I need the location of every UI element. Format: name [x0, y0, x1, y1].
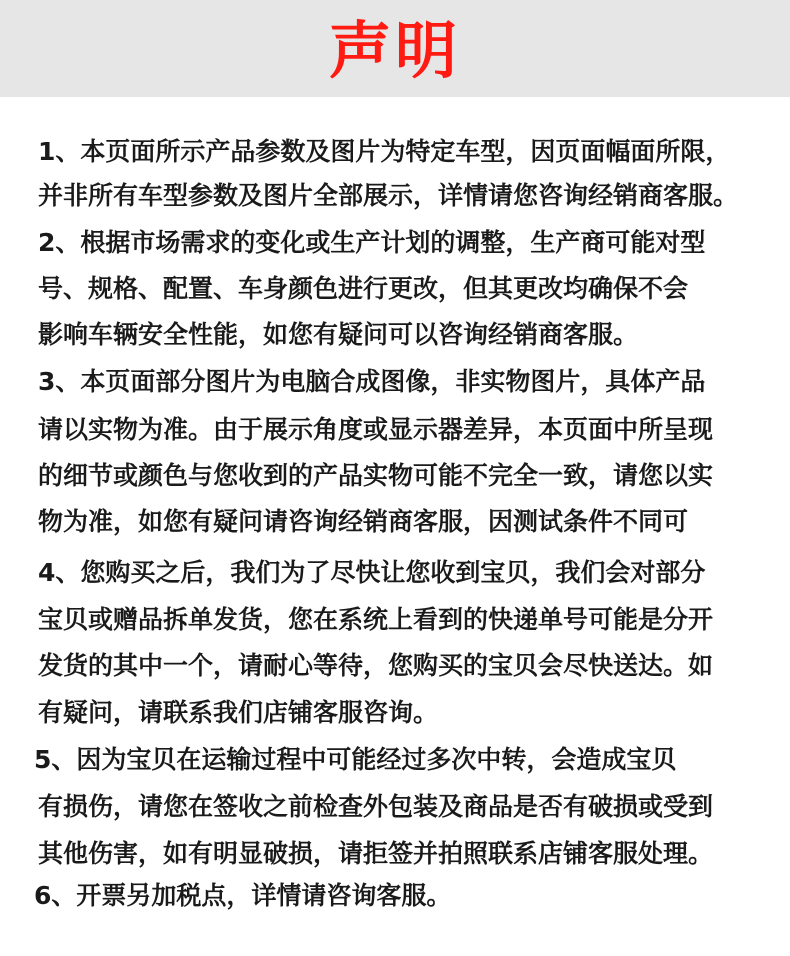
notice-line: 的细节或颜色与您收到的产品实物可能不完全一致，请您以实 [38, 461, 714, 490]
notice-line: 宝贝或赠品拆单发货，您在系统上看到的快递单号可能是分开 [38, 605, 714, 634]
notice-line: 影响车辆安全性能，如您有疑问可以咨询经销商客服。 [38, 320, 639, 349]
notice-line: 其他伤害，如有明显破损，请拒签并拍照联系店铺客服处理。 [38, 839, 714, 868]
notice-line: 并非所有车型参数及图片全部展示，详情请您咨询经销商客服。 [38, 181, 739, 210]
notice-line: 5、因为宝贝在运输过程中可能经过多次中转，会造成宝贝 [34, 745, 677, 774]
notice-line: 有疑问，请联系我们店铺客服咨询。 [38, 698, 439, 727]
notice-line: 请以实物为准。由于展示角度或显示器差异，本页面中所呈现 [38, 415, 714, 444]
notice-line: 有损伤，请您在签收之前检查外包装及商品是否有破损或受到 [38, 792, 714, 821]
notice-line: 3、本页面部分图片为电脑合成图像，非实物图片，具体产品 [38, 367, 706, 396]
notice-line: 6、开票另加税点，详情请咨询客服。 [34, 881, 452, 910]
notice-line: 2、根据市场需求的变化或生产计划的调整，生产商可能对型 [38, 228, 706, 257]
page-title: 声明 [328, 14, 461, 87]
notice-line: 发货的其中一个，请耐心等待，您购买的宝贝会尽快送达。如 [38, 651, 714, 680]
notice-line: 物为准，如您有疑问请咨询经销商客服，因测试条件不同可 [38, 507, 689, 536]
notice-line: 号、规格、配置、车身颜色进行更改，但其更改均确保不会 [38, 274, 689, 303]
notice-line: 1、本页面所示产品参数及图片为特定车型，因页面幅面所限， [38, 137, 731, 166]
notice-line: 4、您购买之后，我们为了尽快让您收到宝贝，我们会对部分 [38, 558, 706, 587]
